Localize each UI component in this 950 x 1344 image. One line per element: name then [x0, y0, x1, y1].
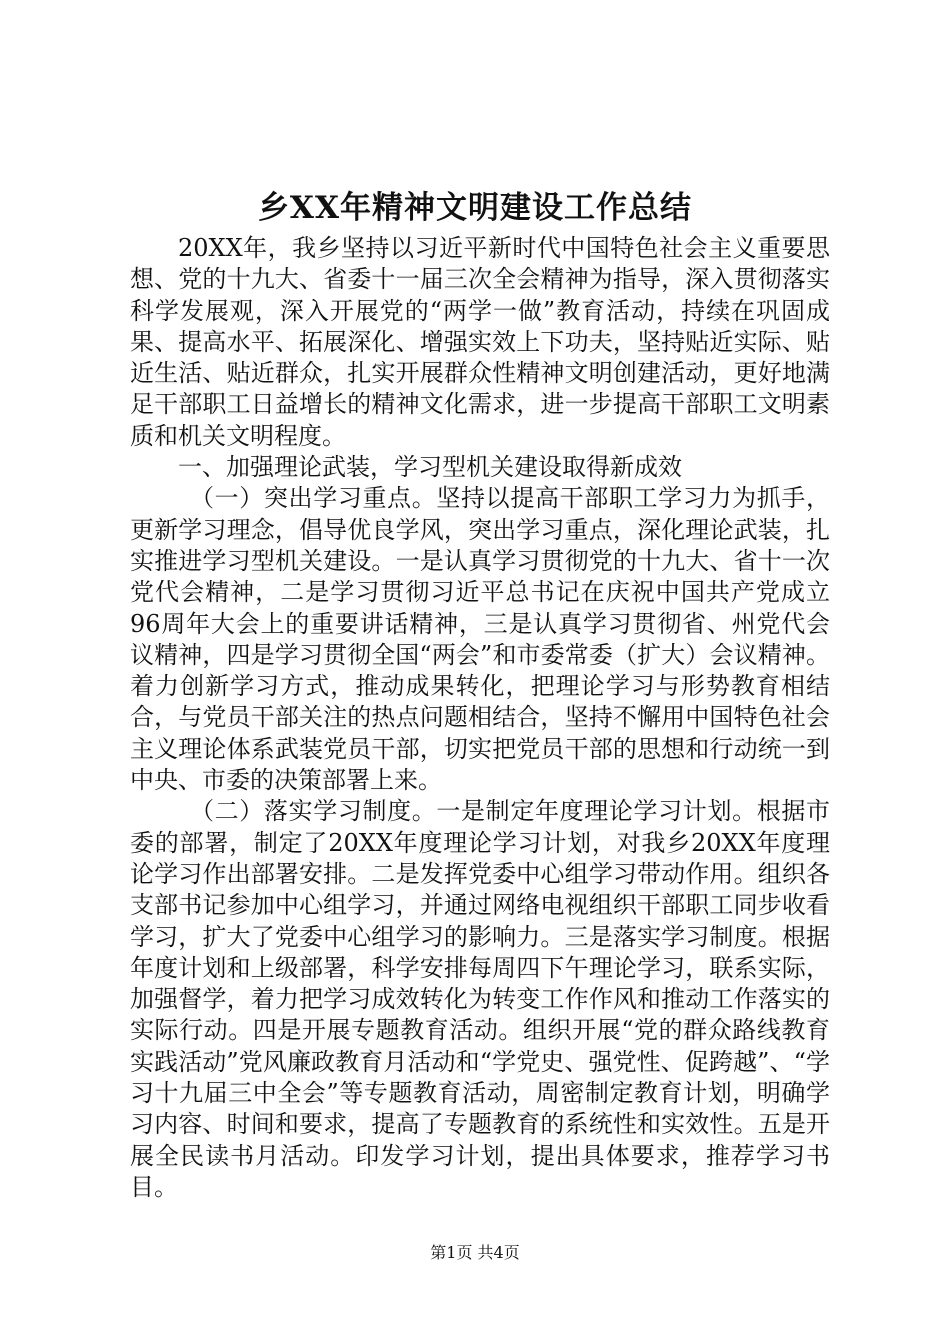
subsection-paragraph-2: （二）落实学习制度。一是制定年度理论学习计划。根据市委的部署，制定了20XX年度理论学习计划，对我乡20XX年度理论学习作出部署安排。二是发挥党委中心组学习带动作用。组织各支部书记参加中心组学习，并通过网络电视组织干部职工同步收看学习，扩大了党委中心组学习的影响力。三是落实学习制度。根据年度计划和上级部署，科学安排每周四下午理论学习，联系实际，加强督学，着力把学习成效转化为转变工作作风和推动工作落实的实际行动。四是开展专题教育活动。组织开展“党的群众路线教育实践活动”党风廉政教育月活动和“学党史、强党性、促跨越”、“学习十九届三中全会”等专题教育活动，周密制定教育计划，明确学习内容、时间和要求，提高了专题教育的系统性和实效性。五是开展全民读书月活动。印发学习计划，提出具体要求，推荐学习书目。 [130, 797, 830, 1201]
section-heading-1: 一、加强理论武装，学习型机关建设取得新成效 [178, 453, 682, 482]
document-title: 乡XX年精神文明建设工作总结 [257, 190, 693, 226]
document-body [130, 233, 830, 1203]
page-number-footer: 第1页 共4页 [430, 1243, 520, 1262]
subsection-paragraph-1: （一）突出学习重点。坚持以提高干部职工学习力为抓手，更新学习理念，倡导优良学风，突出学习重点，深化理论武装，扎实推进学习型机关建设。一是认真学习贯彻党的十九大、省十一次党代会精神，二是学习贯彻习近平总书记在庆祝中国共产党成立96周年大会上的重要讲话精神，三是认真学习贯彻省、州党代会议精神，四是学习贯彻全国“两会”和市委常委（扩大）会议精神。着力创新学习方式，推动成果转化，把理论学习与形势教育相结合，与党员干部关注的热点问题相结合，坚持不懈用中国特色社会主义理论体系武装党员干部，切实把党员干部的思想和行动统一到中央、市委的决策部署上来。 [130, 484, 830, 795]
intro-paragraph: 20XX年，我乡坚持以习近平新时代中国特色社会主义重要思想、党的十九大、省委十一届三次全会精神为指导，深入贯彻落实科学发展观，深入开展党的“两学一做”教育活动，持续在巩固成果、提高水平、拓展深化、增强实效上下功夫，坚持贴近实际、贴近生活、贴近群众，扎实开展群众性精神文明创建活动，更好地满足干部职工日益增长的精神文化需求，进一步提高干部职工文明素质和机关文明程度。 [130, 234, 830, 450]
